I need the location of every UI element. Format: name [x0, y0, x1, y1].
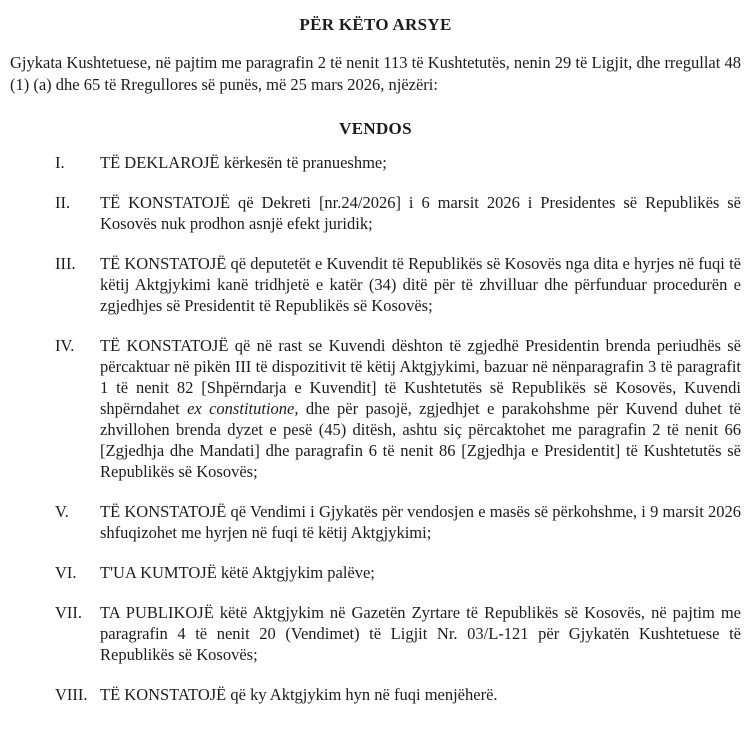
item-text-segment: dhe për pasojë, zgjedhjet e parakohshme për Kuvend duhet të zhvillohen brenda dyzet e pesë (45) ditësh, ashtu siç përcaktohet me paragrafin 2 të nenit 66 [Zgjedhja dhe Mandati] dhe paragrafin 6 të nenit 86 [Zgjedhja e Presidentit] të Kushtetutës së Republikës së Kosovës; — [100, 399, 741, 481]
decision-item-7 — [10, 602, 741, 665]
item-numeral: VIII. — [55, 685, 88, 704]
decision-item-6 — [10, 562, 741, 583]
item-text: TA PUBLIKOJË këtë Aktgjykim në Gazetën Zyrtare të Republikës së Kosovës, në pajtim me paragrafin 4 të nenit 20 (Vendimet) të Ligjit Nr. 03/L-121 për Gjykatën Kushtetuese të Republikës së Kosovës; — [100, 603, 741, 664]
decision-item-4 — [10, 335, 741, 482]
item-text-latin-phrase: ex constitutione, — [187, 399, 299, 418]
item-text: TË DEKLAROJË kërkesën të pranueshme; — [100, 153, 387, 172]
item-numeral: III. — [55, 254, 76, 273]
item-text: TË KONSTATOJË që ky Aktgjykim hyn në fuqi menjëherë. — [100, 685, 498, 704]
heading-decision: VENDOS — [339, 119, 412, 138]
item-numeral: II. — [55, 193, 71, 212]
item-text: T'UA KUMTOJË këtë Aktgjykim palëve; — [100, 563, 375, 582]
item-text: TË KONSTATOJË që Vendimi i Gjykatës për vendosjen e masës së përkohshme, i 9 marsit 2026 shfuqizohet me hyrjen në fuqi të këtij Aktgjykimi; — [100, 502, 741, 542]
decision-item-2 — [10, 192, 741, 234]
item-numeral: VI. — [55, 563, 77, 582]
item-numeral: V. — [55, 502, 69, 521]
decision-items-list — [10, 152, 741, 705]
item-text-segment: TË KONSTATOJË që në rast se Kuvendi dështon të zgjedhë Presidentin brenda periudhës së përcaktuar në pikën III të dispozitivit të këtij Aktgjykimi, bazuar në nënparagrafin 3 të paragrafit 1 të nenit 82 [Shpërndarja e Kuvendit] të Kushtetutës së Republikës së Kosovës, Kuvendi shpërndahet — [100, 336, 741, 418]
decision-item-8 — [10, 684, 741, 705]
item-text: TË KONSTATOJË që Dekreti [nr.24/2026] i 6 marsit 2026 i Presidentes së Republikës së Kosovës nuk prodhon asnjë efekt juridik; — [100, 193, 741, 233]
item-numeral: VII. — [55, 603, 83, 622]
item-numeral: IV. — [55, 336, 75, 355]
decision-item-5 — [10, 501, 741, 543]
heading-reasons: PËR KËTO ARSYE — [299, 15, 452, 34]
item-text: TË KONSTATOJË që deputetët e Kuvendit të Republikës së Kosovës nga dita e hyrjes në fuqi të këtij Aktgjykimi kanë tridhjetë e katër (34) ditë për të zhvilluar dhe përfunduar procedurën e zgjedhjes së Presidentit të Republikës së Kosovës; — [100, 254, 741, 315]
item-text — [100, 335, 741, 482]
decision-item-3 — [10, 253, 741, 316]
item-numeral: I. — [55, 153, 65, 172]
intro-paragraph: Gjykata Kushtetuese, në pajtim me paragrafin 2 të nenit 113 të Kushtetutës, nenin 29 të Ligjit, dhe rregullat 48 (1) (a) dhe 65 të Rregullores së punës, më 25 mars 2026, njëzëri: — [10, 53, 741, 94]
decision-item-1 — [10, 152, 741, 173]
